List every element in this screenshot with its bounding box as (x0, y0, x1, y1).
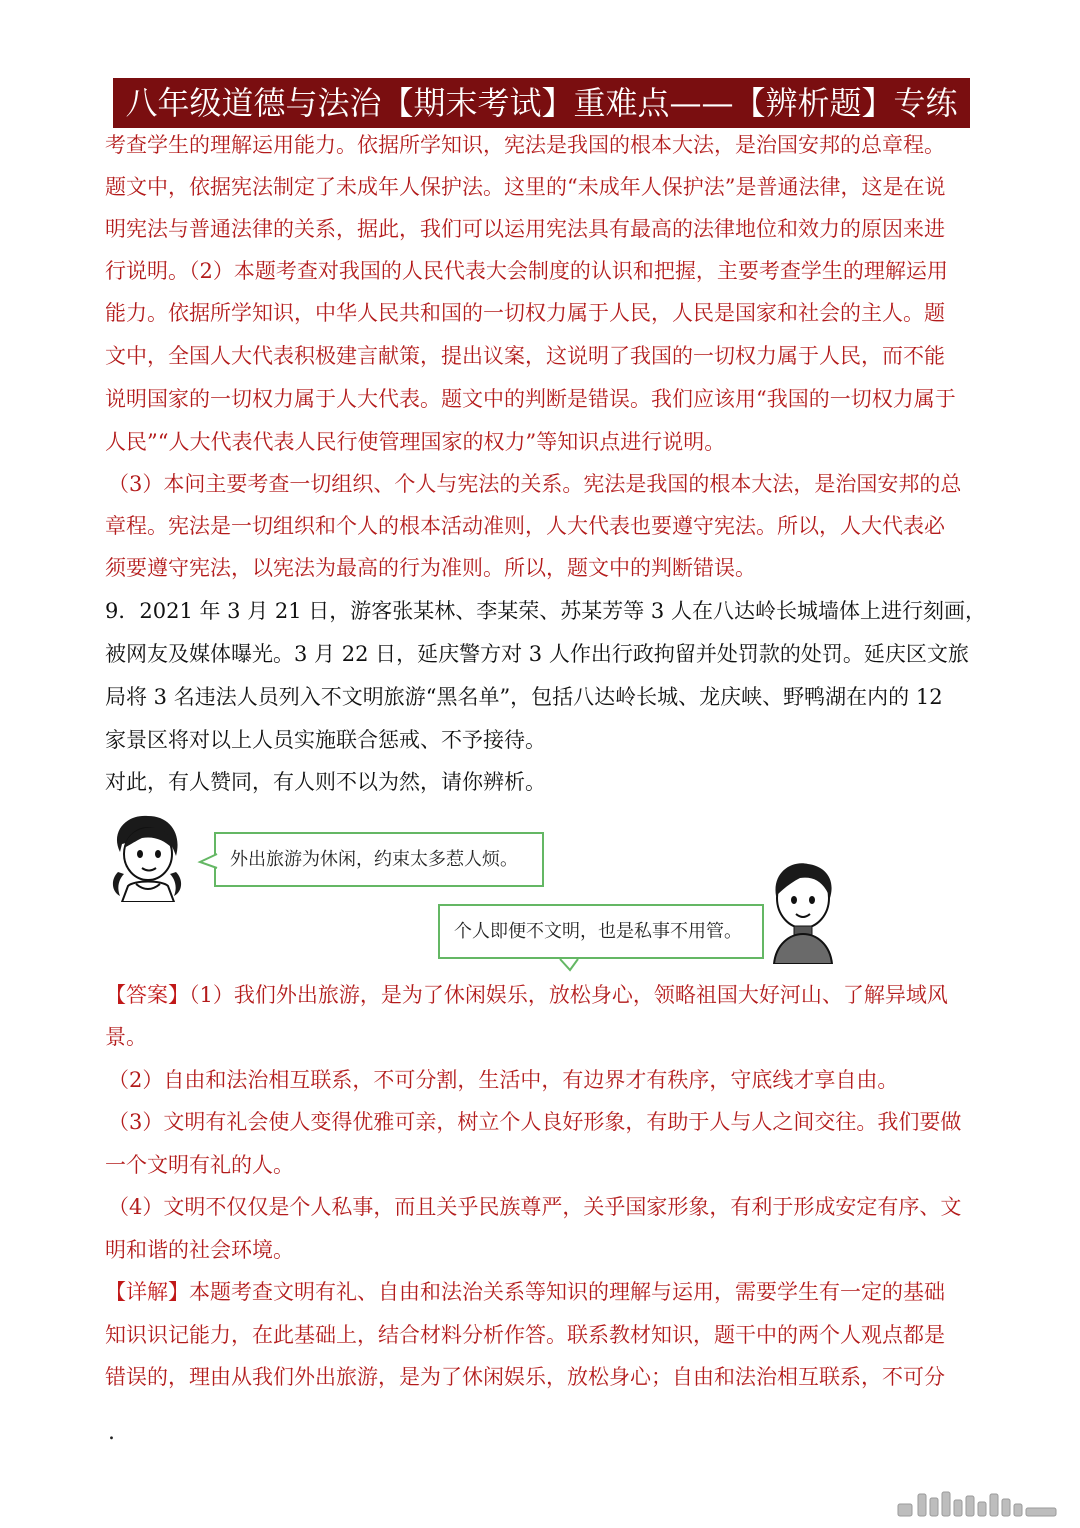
answer-line: （2）自由和法治相互联系，不可分割，生活中，有边界才有秩序，守底线才享自由。 (108, 1068, 899, 1092)
page-banner-title: 八年级道德与法治【期末考试】重难点——【辨析题】专练 (113, 78, 970, 128)
answer-line: （4）文明不仅仅是个人私事，而且关乎民族尊严，关乎国家形象，有利于形成安定有序、文 (108, 1195, 962, 1219)
trailing-dot: . (108, 1420, 115, 1445)
detail-line: 知识识记能力，在此基础上，结合材料分析作答。联系教材知识，题干中的两个人观点都是 (105, 1323, 945, 1347)
answer-text: （1）我们外出旅游，是为了休闲娱乐，放松身心，领略祖国大好河山、了解异域风 (189, 983, 948, 1007)
answer-label: 【答案】 (105, 983, 189, 1007)
detail-text: 本题考查文明有礼、自由和法治关系等知识的理解与运用，需要学生有一定的基础 (189, 1280, 945, 1304)
speech-bubble-boy (438, 904, 764, 959)
answer-line: （3）文明有礼会使人变得优雅可亲，树立个人良好形象，有助于人与人之间交往。我们要做 (108, 1110, 962, 1134)
speech-bubble-girl (214, 832, 544, 887)
detail-line: 错误的，理由从我们外出旅游，是为了休闲娱乐，放松身心；自由和法治相互联系，不可分 (105, 1365, 945, 1389)
analysis-line: 文中，全国人大代表积极建言献策，提出议案，这说明了我国的一切权力属于人民，而不能 (105, 344, 945, 368)
analysis-line: 考查学生的理解运用能力。依据所学知识，宪法是我国的根本大法，是治国安邦的总章程。 (105, 133, 945, 157)
analysis-line: 题文中，依据宪法制定了未成年人保护法。这里的“未成年人保护法”是普通法律，这是在说 (105, 175, 946, 199)
analysis-line: 说明国家的一切权力属于人大代表。题文中的判断是错误。我们应该用“我国的一切权力属于 (105, 387, 956, 411)
answer-line: 明和谐的社会环境。 (105, 1238, 294, 1262)
analysis-line: 能力。依据所学知识，中华人民共和国的一切权力属于人民，人民是国家和社会的主人。题 (105, 301, 945, 325)
boy-illustration-icon (766, 860, 840, 964)
analysis-line: 行说明。（2）本题考查对我国的人民代表大会制度的认识和把握，主要考查学生的理解运用 (105, 259, 948, 283)
analysis-line: 须要遵守宪法，以宪法为最高的行为准则。所以，题文中的判断错误。 (105, 556, 756, 580)
bubble-girl-text: 外出旅游为休闲，约束太多惹人烦。 (230, 848, 518, 870)
analysis-line: 明宪法与普通法律的关系，据此，我们可以运用宪法具有最高的法律地位和效力的原因来进 (105, 217, 945, 241)
question-line: 家景区将对以上人员实施联合惩戒、不予接待。 (105, 728, 546, 752)
bubble-boy-text: 个人即便不文明，也是私事不用管。 (454, 920, 742, 942)
answer-line: 景。 (105, 1025, 147, 1049)
analysis-line: 章程。宪法是一切组织和个人的根本活动准则，人大代表也要遵守宪法。所以，人大代表必 (105, 514, 945, 538)
question-line: 对此，有人赞同，有人则不以为然，请你辨析。 (105, 770, 546, 794)
analysis-line: 人民”“人大代表代表人民行使管理国家的权力”等知识点进行说明。 (105, 430, 726, 454)
detail-line (105, 1277, 945, 1307)
question-line: 被网友及媒体曝光。3 月 22 日，延庆警方对 3 人作出行政拘留并处罚款的处罚。延庆区文旅 (105, 642, 969, 666)
bar-chart-logo-icon (896, 1490, 1061, 1520)
detail-label: 【详解】 (105, 1280, 189, 1304)
question-line: 9．2021 年 3 月 21 日，游客张某林、李某荣、苏某芳等 3 人在八达岭长城墙体上进行刻画， (105, 599, 986, 623)
answer-line: 一个文明有礼的人。 (105, 1153, 294, 1177)
bubble-tail-icon (560, 958, 580, 972)
girl-illustration-icon (106, 812, 188, 902)
question-line: 局将 3 名违法人员列入不文明旅游“黑名单”，包括八达岭长城、龙庆峡、野鸭湖在内的 12 (105, 685, 943, 709)
bubble-tail-icon (200, 854, 218, 870)
analysis-line: （3）本问主要考查一切组织、个人与宪法的关系。宪法是我国的根本大法，是治国安邦的总 (108, 472, 962, 496)
answer-line (105, 980, 948, 1010)
